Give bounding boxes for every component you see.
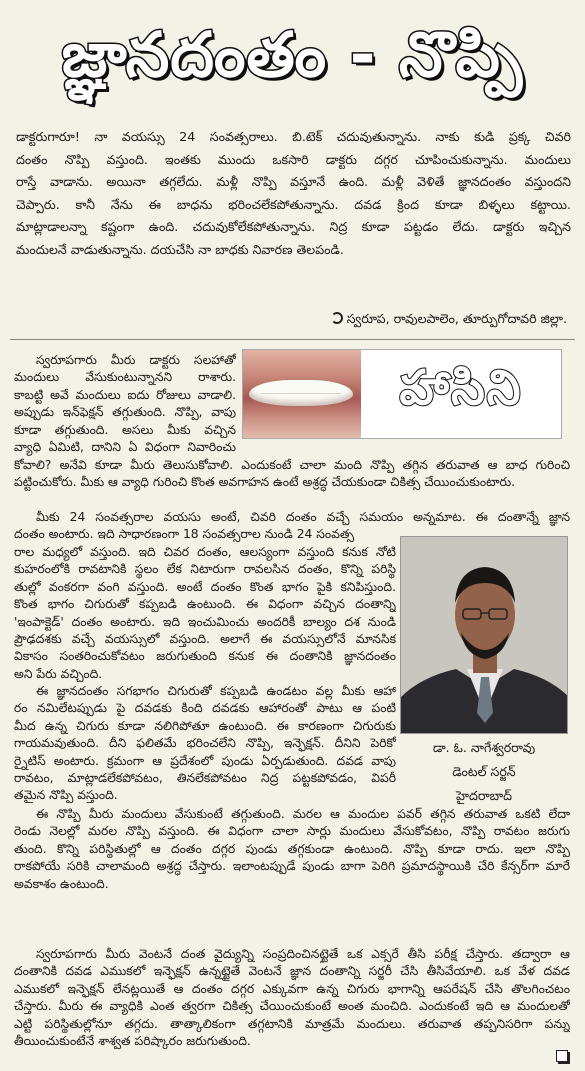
answer-line: దంతం అంటారు. ఇది సాధారణంగా 18 సంవత్సరాల నుండి 24 సంవత్స [14,527,355,542]
article-end-icon [556,1050,568,1062]
answer-line: రాల మధ్యలో వస్తుంది. ఇది చివర దంతం, ఆలస్యంగా వస్తుంది కనుక నోటి [14,545,396,559]
answer-line: రాకపోయే సరికి చాలామంది అశ్రద్ధ చేస్తారు. ఇలాంటప్పుడే పుండు బాగా పెరిగి ప్రమాదస్థాయికి చేరి కేన్సర్‌గా మారే [14,859,570,874]
doctor-portrait-icon [401,537,568,734]
paragraph-4 [14,806,570,893]
doctor-city: హైదరాబాద్ [455,788,513,803]
paragraph-5 [14,946,570,1050]
answer-line: 'ఇంపాక్టెడ్' దంతం అంటారు. ఇది ఇంచుమించు అందరికీ బాల్యం దశ నుండి [14,614,396,629]
question-line: మాట్లాడాలన్నా కష్టంగా ఉంది. చదువుకోలేకపోతున్నాను. నిద్ర కూడా పట్టడం లేదు. డాక్టరు ఇచ్చిన [16,219,571,234]
smile-image [243,350,363,438]
doctor-photo [400,536,568,734]
answer-line: ఈ నొప్పి మీరు మందులు వేసుకుంటే తగ్గుతుంది. మరల ఆ మందుల పవర్ తగ్గిన తరువాత ఒకటి లేదా [36,807,570,821]
answer-line: రావటం, మాట్లాడలేకపోవటం, తినలేకపోవటం నిద్ర పట్టకపోవడం, విపరీ [14,771,396,786]
doctor-credit [400,736,568,808]
reader-question [10,118,575,308]
answer-line: కూడా తగ్గుతుంది. అసలు మీకు వచ్చిన [14,422,236,437]
answer-line: ఎట్టి పరిస్థితుల్లోనూ తగ్గదు. తాత్కాలికంగా తగ్గటానికి మాత్రమే మందులు. తరువాత తప్పనిసరిగా పన్ను [14,1016,570,1031]
answer-line: తుల్లో వంకరగా వంగి వస్తుంది. అంటే దంతం కొంత భాగం పైకి కనిపిస్తుంది. [14,579,396,594]
answer-line: ప్రౌఢదశకు వచ్చే వయస్సులో వస్తుంది. అలాగే ఈ వయస్సులోనే మానసిక [14,632,396,647]
answer-line: మీకు 24 సంవత్సరాల వయసు అంటే, చివరి దంతం వచ్చే సమయం అన్నమాట. ఈ దంతాన్నే జ్ఞాన [36,510,570,524]
column-name: హాసిని [399,360,523,416]
question-line: డాక్టరుగారూ! నా వయస్సు 24 సంవత్సరాలు. బి.టెక్ చదువుతున్నాను. నాకు కుడి ప్రక్క చివరి [16,129,571,144]
answer-intro [14,352,236,456]
signature-text: స్వరూప, రావులపాలెం, తూర్పుగోదావరి జిల్లా. [346,311,567,326]
answer-line: రం నమిలేటప్పుడు పై దవడకు కింది దవడకు ఆహారంతో పాటు ఆ పంటి [14,701,396,716]
answer-line: తమైన నొప్పి వస్తుంది. [14,788,118,803]
answer-line: మందులు వేసుకుంటున్నానని రాశారు. [14,370,236,385]
answer-line: అప్పుడు ఇన్‌ఫెక్షన్ తగ్గుతుంది. నొప్పి, వాపు [14,405,236,420]
answer-intro-cont [14,457,570,492]
circle-bullet-icon [331,312,343,324]
answer-line: ఈ జ్ఞానదంతం సగభాగం చిగురుతో కప్పబడి ఉండటం వల్ల మీకు ఆహా [36,684,396,698]
answer-line: కోవాలి? అనేవి కూడా మీరు తెలుసుకోవాలి. ఎందుకంటే చాలా మంది నొప్పి తగ్గిన తరువాత ఆ బాధ గురించి [14,458,570,472]
answer-line: తీయించుకుంటేనే శాశ్వత పరిష్కారం జరుగుతుంది. [14,1034,251,1049]
question-line: దంతం నొప్పి వస్తుంది. ఇంతకు ముందు ఒకసారి డాక్టరు దగ్గర చూపించుకున్నాను. మందులు [16,151,571,167]
answer-line: చేస్తారు. మీరు ఈ వ్యాధికి ఎంత త్వరగా చికిత్స చేయించుకుంటే అంత మంచిది. ఎందుకంటే ఇది ఆ మందులతో [14,999,570,1014]
question-line: మందులనే వాడుతున్నాను. దయచేసి నా బాధకు నివారణ తెలపండి. [16,241,344,257]
question-line: చెప్పారు. కానీ నేను ఈ బాధను భరించలేకపోతున్నాను. దవడ క్రింద కూడా బిళ్ళలు కట్టాయి. [16,196,571,212]
answer-line: వికాసం సంతరించుకోవటం జరుగుతుంది కనుక ఈ దంతానికి జ్ఞానదంతం [14,649,396,664]
answer-line: స్వరూపగారు మీరు వెంటనే దంత వైద్యున్ని సంప్రదించినట్టైతే ఒక ఎక్సరే తీసి పరీక్ష చేస్తారు. తద్వారా ఆ [36,947,570,961]
answer-line: దంతానికి దవడ ఎముకలో ఇన్ఫెక్షన్ ఉన్నట్టైతే వెంటనే జ్ఞాన దంతాన్ని సర్జరీ చేసి తీసివేయాలి. ఒక వేళ దవడ [14,964,570,979]
doctor-title: డెంటల్ సర్జన్ [452,764,516,779]
answer-line: కుహరంలోకి రావటానికి స్థలం లేక నిటారుగా రావలసిన దంతం, కొన్ని పరిస్థి [14,562,396,577]
answer-line: అని పేరు వచ్చింది. [14,666,103,681]
answer-line: స్వరూపగారు మీరు డాక్టరు సలహాతో [36,353,236,367]
column-banner [242,349,562,439]
answer-line: వ్యాధి ఏమిటి, దానిని ఏ విధంగా నివారించు [14,440,236,455]
answer-line: ర్నైటిస్ అంటారు. క్రమంగా ఆ ప్రదేశంలో పుండు ఏర్పడుతుంది. దవడ వాపు [14,753,396,768]
reader-signature [10,308,575,330]
answer-line: రెండు నెలల్లో మరల నొప్పి వస్తుంది. ఈ విధంగా చాలా సార్లు మందులు వేసుకోవటం, నొప్పి రావటం జరుగు [14,824,570,839]
answer-line: కొంత భాగం చిగురుతో కప్పబడి ఉంటుంది. ఈ విధంగా వచ్చిన దంతాన్ని [14,597,396,612]
answer-line: తుంది. కొన్ని పరిస్థితుల్లో ఆ దంతం దగ్గర పుండు తగ్గకుండా ఉంటుంది. నొప్పి కూడా రాదు. ఇలా నొప్పి [14,841,570,856]
paragraph-3 [14,683,396,805]
answer-line: మీద ఉన్న చిగురు కూడా నలిగిపోతూ ఉంటుంది. ఈ కారణంగా చిగురుకు [14,718,396,733]
column-logo [361,350,561,438]
doctor-name: డా. ఓ. నాగేశ్వరరావు [432,740,536,755]
answer-line: అవకాశం ఉంటుంది. [14,876,109,891]
question-line: రాస్తే వాడాను. అయినా తగ్గలేదు. మళ్లీ నొప్పి వస్తూనే ఉంది. మళ్లీ వెళితే జ్ఞానదంతం వస్తుందని [16,174,571,189]
answer-line: ఎముకలో ఇన్ఫెక్షన్ లేనట్లయితే ఆ దంతం దగ్గర ఎక్కువగా ఉన్న చిగురు భాగాన్ని ఆపరేషన్ చేసి తొలగించటం [14,981,570,996]
answer-line: పట్టించుకోరు. మీకు ఆ వ్యాధి గురించి కొంత అవగాహన ఉంటే అశ్రద్ధ చేయకుండా చికిత్స చేయించుకుంటారు. [14,475,516,490]
divider [10,339,575,340]
answer-line: కాబట్టి అవే మందులు ఐదు రోజులు వాడాలి. [14,387,236,402]
answer-line: గాయమవుతుంది. దీని ఫలితమే భరించలేని నొప్పి, ఇన్ఫెక్షన్. దీనిని పెరికో [14,736,396,751]
paragraph-2 [14,544,396,683]
article-headline: జ్ఞానదంతం - నొప్పి [61,18,524,91]
